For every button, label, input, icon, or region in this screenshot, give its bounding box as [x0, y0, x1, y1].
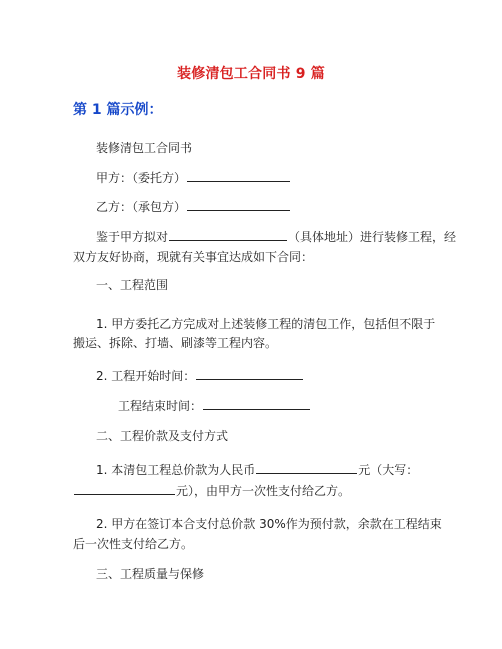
payment-line-1	[96, 515, 442, 533]
price-suffix: 元（大写：	[358, 463, 419, 477]
payment-text-1: 2. 甲方在签订本合支付总价款 30%作为预付款，余款在工程结束	[96, 517, 442, 531]
scope-text-2: 搬运、拆除、打墙、刷漆等工程内容。	[73, 336, 278, 350]
party-a-label: 甲方：（委托方）	[96, 171, 187, 185]
payment-text-2: 后一次性支付给乙方。	[73, 537, 194, 551]
section-2-heading	[96, 427, 228, 445]
start-time-label: 2. 工程开始时间：	[96, 369, 196, 383]
section-2-text: 二、工程价款及支付方式	[96, 429, 229, 443]
price-line-2	[73, 482, 350, 500]
party-b-label: 乙方：（承包方）	[96, 200, 187, 214]
price-line-1	[96, 461, 418, 479]
price-prefix: 1. 本清包工程总价款为人民币	[96, 463, 256, 477]
start-time-line	[96, 367, 304, 385]
payment-line-2	[73, 535, 193, 553]
party-a-line	[96, 169, 291, 187]
end-time-blank	[203, 397, 310, 410]
party-b-line	[96, 198, 291, 216]
section-heading: 第 1 篇示例：	[73, 102, 163, 118]
scope-line-2	[73, 334, 277, 352]
recital-continuation: 双方友好协商，现就有关事宜达成如下合同：	[73, 250, 314, 264]
contract-name-line	[96, 139, 192, 157]
section-3-text: 三、工程质量与保修	[96, 567, 205, 581]
scope-line-1	[96, 315, 435, 333]
party-a-blank	[187, 169, 290, 182]
section-1-text: 一、工程范围	[96, 278, 169, 292]
price-line-2-text: 元），由甲方一次性支付给乙方。	[176, 484, 351, 498]
price-uppercase-blank	[74, 482, 175, 495]
party-b-blank	[187, 198, 290, 211]
document-title: 装修清包工合同书 9 篇	[177, 66, 325, 82]
contract-name-text: 装修清包工合同书	[96, 141, 193, 155]
start-time-blank	[196, 367, 303, 380]
end-time-line	[118, 397, 311, 415]
section-1-heading	[96, 276, 168, 294]
scope-text-1: 1. 甲方委托乙方完成对上述装修工程的清包工作，包括但不限于	[96, 317, 436, 331]
recital-prefix: 鉴于甲方拟对	[96, 230, 169, 244]
recital-suffix: （具体地址）进行装修工程，经	[288, 230, 457, 244]
section-3-heading	[96, 565, 204, 583]
end-time-label: 工程结束时间：	[118, 399, 203, 413]
price-blank	[256, 461, 357, 474]
address-blank	[169, 228, 287, 241]
recital-line-1	[96, 228, 456, 246]
recital-line-2	[73, 248, 313, 266]
